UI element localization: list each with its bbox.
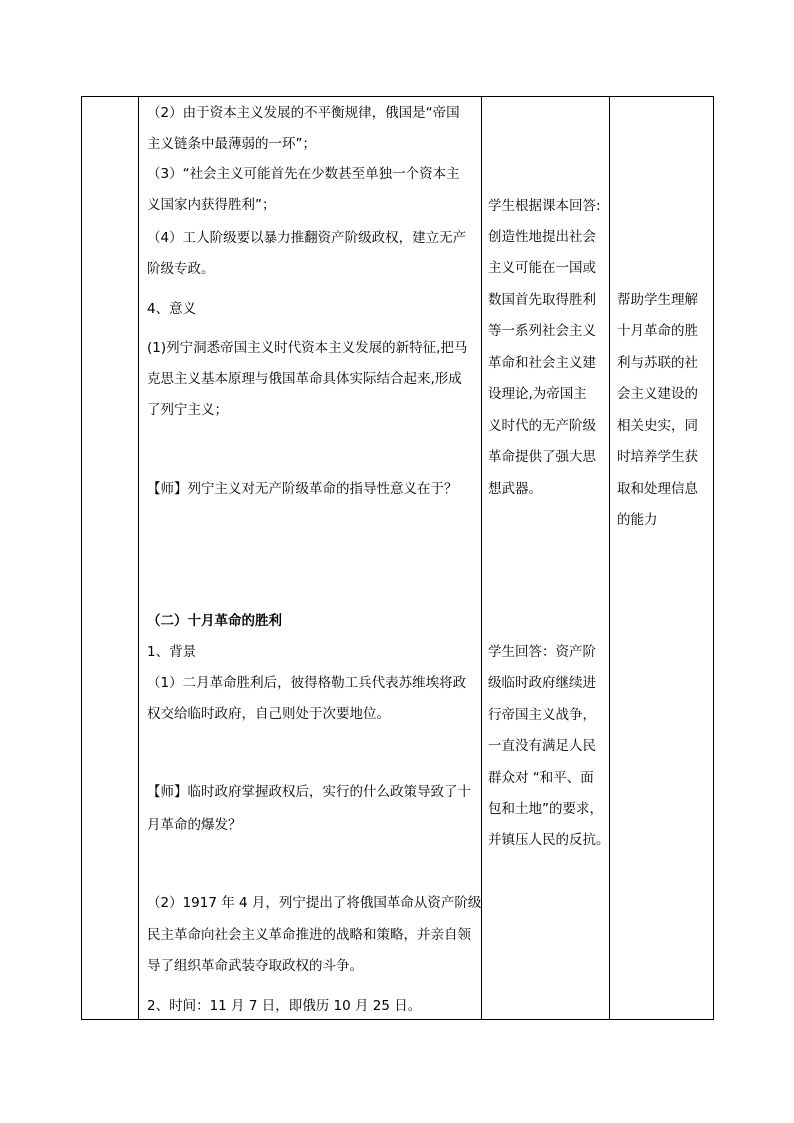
student-answer-line: 想武器。 [488,481,542,497]
content-line: （2）1917 年 4 月，列宁提出了将俄国革命从资产阶级 [147,895,482,911]
content-line: 权交给临时政府，自己则处于次要地位。 [147,706,390,722]
teacher-question: 【师】列宁主义对无产阶级革命的指导性意义在于？ [147,481,458,497]
teacher-question-cont: 月革命的爆发？ [147,817,242,833]
student-answer-line: 数国首先取得胜利 [488,292,596,308]
student-answer-line: 设理论,为帝国主 [488,386,587,402]
content-line: （3）“社会主义可能首先在少数甚至单独一个资本主 [147,166,460,182]
student-answer-line: 学生根据课本回答: [488,198,601,214]
student-answer-line: 一直没有满足人民 [488,738,596,754]
purpose-line: 帮助学生理解 [617,292,698,308]
section-heading: 2、时间：11 月 7 日，即俄历 10 月 25 日。 [147,998,422,1014]
content-line: 义国家内获得胜利”； [147,197,276,213]
content-line: （4）工人阶级要以暴力推翻资产阶级政权，建立无产 [147,230,467,246]
student-answer-line: 行帝国主义战争， [488,707,596,723]
section-title: （二）十月革命的胜利 [147,613,282,629]
content-line: 了列宁主义； [147,402,228,418]
content-line: 克思主义基本原理与俄国革命具体实际结合起来,形成 [147,371,462,387]
section-heading: 1、背景 [147,644,197,660]
purpose-line: 时培养学生获 [617,449,698,465]
content-line: 导了组织革命武装夺取政权的斗争。 [147,958,363,974]
student-answer-line: 革命提供了强大思 [488,449,596,465]
purpose-line: 会主义建设的 [617,386,698,402]
blank-column-cell [82,97,138,1019]
content-line: （1）二月革命胜利后，彼得格勒工兵代表苏维埃将政 [147,675,467,691]
purpose-line: 相关史实，同 [617,418,698,434]
purpose-line: 的能力 [617,512,658,528]
content-line: 民主革命向社会主义革命推进的战略和策略，并亲自领 [147,927,471,943]
student-answer-line: 并镇压人民的反抗。 [488,832,610,848]
student-answer-line: 革命和社会主义建 [488,355,596,371]
section-heading: 4、意义 [147,301,197,317]
content-line: 阶级专政。 [147,261,215,277]
content-line: 主义链条中最薄弱的一环”； [147,136,316,152]
student-answer-line: 学生回答：资产阶 [488,644,596,660]
purpose-line: 十月革命的胜 [617,323,698,339]
student-answer-line: 义时代的无产阶级 [488,418,596,434]
teacher-question: 【师】临时政府掌握政权后，实行的什么政策导致了十 [147,784,471,800]
content-line: （2）由于资本主义发展的不平衡规律，俄国是“帝国 [147,105,460,121]
design-purpose-cell [610,97,714,1019]
lesson-plan-table [81,96,714,1020]
student-answer-line: 群众对 “和平、面 [488,770,594,786]
content-line: (1)列宁洞悉帝国主义时代资本主义发展的新特征,把马 [147,340,468,356]
purpose-line: 利与苏联的社 [617,355,698,371]
student-answer-line: 等一系列社会主义 [488,323,596,339]
student-answer-line: 创造性地提出社会 [488,229,596,245]
student-answer-line: 级临时政府继续进 [488,675,596,691]
purpose-line: 取和处理信息 [617,481,698,497]
student-answer-line: 主义可能在一国或 [488,260,596,276]
student-answer-line: 包和土地”的要求， [488,801,603,817]
teaching-content-cell [139,97,481,1019]
student-activity-cell [482,97,609,1019]
